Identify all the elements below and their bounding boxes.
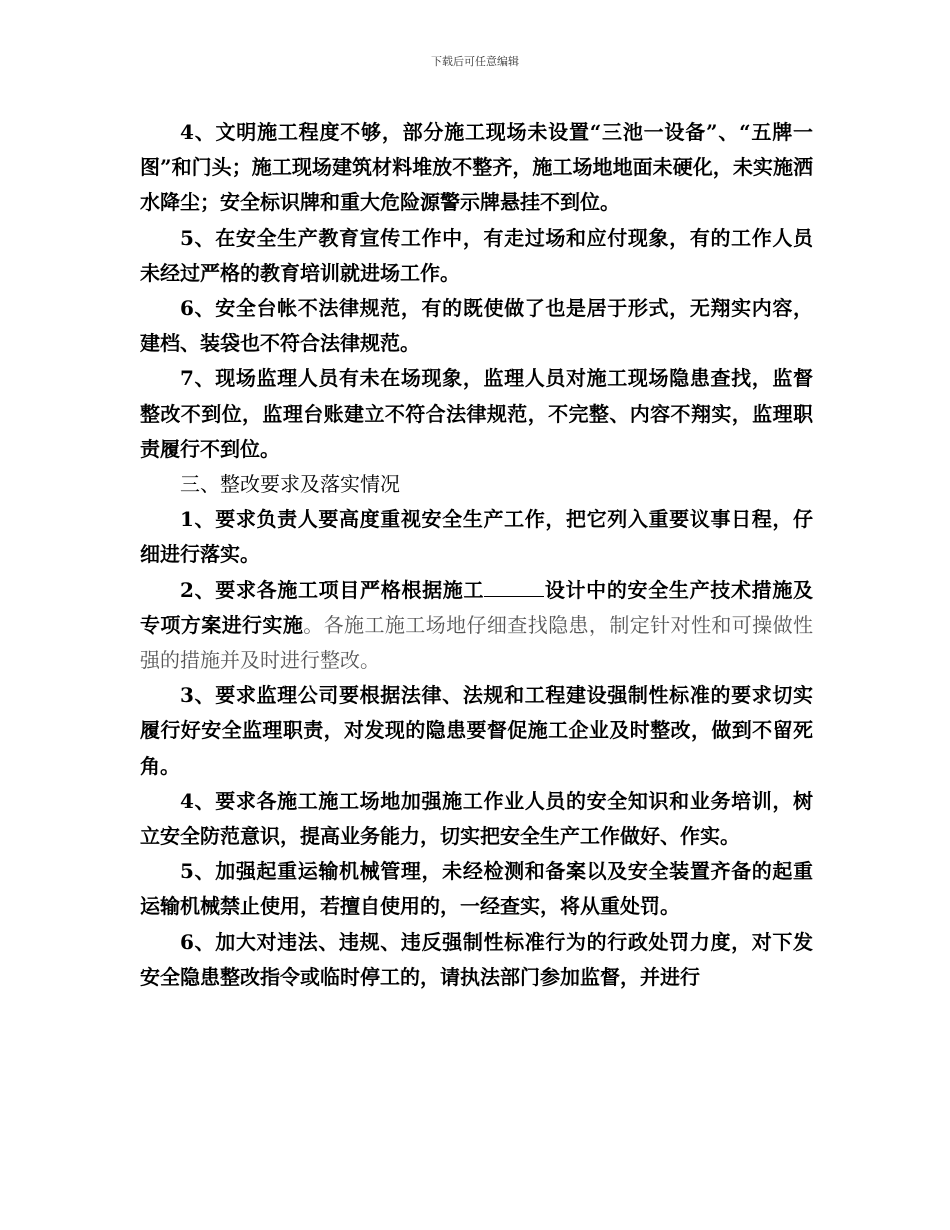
paragraph-requirement-6: 6、加大对违法、违规、违反强制性标准行为的行政处罚力度，对下发安全隐患整改指令或临时停工的，请执法部门参加监督，并进行: [140, 929, 813, 989]
paragraph-requirement-5: 5、加强起重运输机械管理，未经检测和备案以及安全装置齐备的起重运输机械禁止使用，若擅自使用的，一经查实，将从重处罚。: [140, 859, 813, 919]
paragraph-requirement-3: 3、要求监理公司要根据法律、法规和工程建设强制性标准的要求切实履行好安全监理职责，对发现的隐患要督促施工企业及时整改，做到不留死角。: [140, 683, 813, 778]
page-header: 下载后可任意编辑: [431, 55, 519, 68]
paragraph-requirement-2: [140, 573, 813, 679]
paragraph-requirement-1: 1、要求负责人要高度重视安全生产工作，把它列入重要议事日程，仔细进行落实。: [140, 507, 813, 567]
requirement-2-text-a: 2、要求各施工项目严格根据施工: [180, 577, 485, 602]
requirement-2-text-c: 。各施工施工场地仔细查找隐患，制定针对性和可操做性强的措施并及时进行整改。: [140, 612, 813, 673]
requirement-2-text-b: 设计中的安全生产技术措施及专项方案进行实施: [140, 577, 813, 637]
paragraph-requirement-4: 4、要求各施工施工场地加强施工作业人员的安全知识和业务培训，树立安全防范意识，提高业务能力，切实把安全生产工作做好、作实。: [140, 788, 813, 849]
document-body: [140, 115, 813, 995]
paragraph-issue-5: 5、在安全生产教育宣传工作中，有走过场和应付现象，有的工作人员未经过严格的教育培训就进场工作。: [140, 225, 813, 285]
paragraph-issue-6: 6、安全台帐不法律规范，有的既使做了也是居于形式，无翔实内容，建档、装袋也不符合法律规范。: [140, 296, 813, 356]
section-heading-3: 三、整改要求及落实情况: [180, 472, 400, 497]
paragraph-issue-4: 4、文明施工程度不够，部分施工现场未设置“三池一设备”、“五牌一图”和门头；施工现场建筑材料堆放不整齐，施工场地地面未硬化，未实施洒水降尘；安全标识牌和重大危险源警示牌悬挂不到位。: [140, 120, 813, 215]
blank-underline: [484, 576, 544, 597]
paragraph-issue-7: 7、现场监理人员有未在场现象，监理人员对施工现场隐患查找，监督整改不到位，监理台账建立不符合法律规范，不完整、内容不翔实，监理职责履行不到位。: [140, 366, 813, 461]
